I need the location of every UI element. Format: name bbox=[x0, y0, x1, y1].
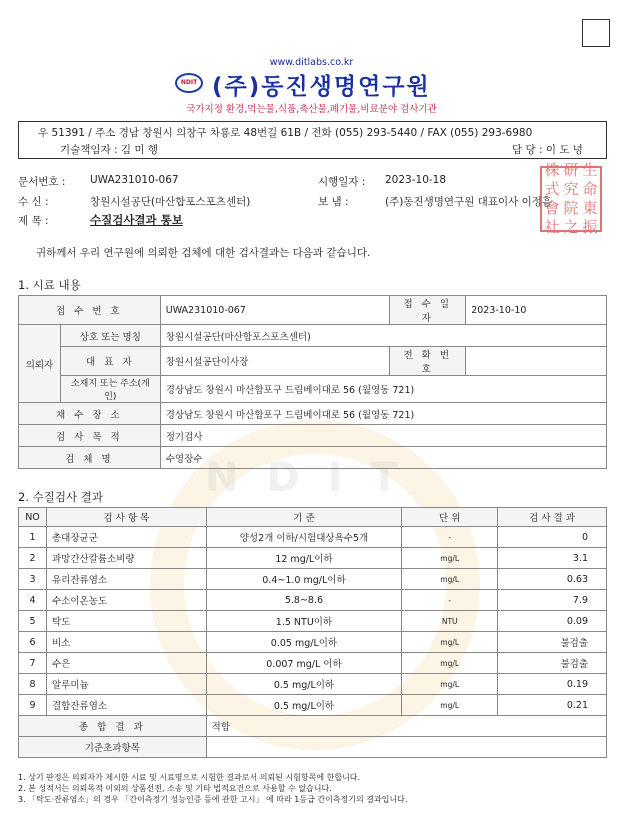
table-row bbox=[19, 716, 607, 737]
table-row bbox=[19, 447, 607, 469]
company-name: (주)동진생명연구원 bbox=[212, 74, 431, 100]
section2-title: 2. 수질검사 결과 bbox=[18, 490, 103, 504]
result: 3.1 bbox=[498, 548, 607, 569]
col-header: 기 준 bbox=[206, 508, 402, 527]
row-no: 4 bbox=[19, 590, 47, 611]
standard: 1.5 NTU이하 bbox=[206, 611, 402, 632]
result: 7.9 bbox=[498, 590, 607, 611]
tech-manager: 기술책임자 : 김 미 행 bbox=[60, 144, 159, 156]
sender: (주)동진생명연구원 대표이사 이정흠 bbox=[385, 196, 553, 208]
company-tagline: 국가지정 환경,먹는물,식품,축산물,폐기물,비료분야 검사기관 bbox=[186, 104, 437, 115]
test-item: 수소이온농도 bbox=[46, 590, 206, 611]
table-row bbox=[19, 403, 607, 425]
receipt-date: 2023-10-10 bbox=[466, 296, 607, 325]
watermark-text: NDIT bbox=[205, 455, 426, 501]
unit: mg/L bbox=[402, 695, 498, 716]
unit: NTU bbox=[402, 611, 498, 632]
result: 불검출 bbox=[498, 632, 607, 653]
doc-no-label: 문서번호 : bbox=[18, 176, 66, 188]
test-item: 과망간산칼륨소비량 bbox=[46, 548, 206, 569]
row-no: 1 bbox=[19, 527, 47, 548]
row-no: 6 bbox=[19, 632, 47, 653]
row-no: 8 bbox=[19, 674, 47, 695]
result-table bbox=[18, 507, 607, 758]
standard: 0.05 mg/L이하 bbox=[206, 632, 402, 653]
col-header: 검 사 항 목 bbox=[46, 508, 206, 527]
standard: 0.4~1.0 mg/L이하 bbox=[206, 569, 402, 590]
table-row bbox=[19, 695, 607, 716]
result: 0.19 bbox=[498, 674, 607, 695]
unit: mg/L bbox=[402, 653, 498, 674]
recipient: 창원시설공단(마산합포스포츠센터) bbox=[90, 196, 251, 208]
purpose-label: 검 사 목 적 bbox=[19, 425, 161, 447]
footnote: 2. 본 성적서는 의뢰목적 이외의 상품선전, 소송 및 기타 법적요건으로 사용할 수 없습니다. bbox=[18, 784, 332, 793]
result: 0.09 bbox=[498, 611, 607, 632]
representative: 창원시설공단이사장 bbox=[160, 347, 390, 376]
footnote: 1. 상기 판정은 의뢰자가 제시한 시료 및 시료명으로 시험한 결과로서 의뢰된 시험항목에 한합니다. bbox=[18, 773, 361, 782]
unit: mg/L bbox=[402, 548, 498, 569]
contact-person: 담 당 : 이 도 녕 bbox=[512, 144, 583, 156]
standard: 12 mg/L이하 bbox=[206, 548, 402, 569]
doc-no: UWA231010-067 bbox=[90, 174, 179, 186]
standard: 0.5 mg/L이하 bbox=[206, 674, 402, 695]
footnote: 3. 「탁도·잔류염소」의 경우 「간이측정기 성능인증 등에 관한 고시」 에 따라 1등급 간이측정기의 결과입니다. bbox=[18, 795, 408, 804]
intro-text: 귀하께서 우리 연구원에 의뢰한 검체에 대한 검사결과는 다음과 같습니다. bbox=[36, 247, 371, 259]
standard: 5.8~8.6 bbox=[206, 590, 402, 611]
standard: 양성2개 이하/시험대상욕수5개 bbox=[206, 527, 402, 548]
sender-label: 보 냄 : bbox=[318, 196, 349, 208]
unit: - bbox=[402, 590, 498, 611]
table-row bbox=[19, 674, 607, 695]
client-company: 창원시설공단(마산합포스포츠센터) bbox=[160, 325, 606, 347]
standard: 0.007 mg/L 이하 bbox=[206, 653, 402, 674]
sample-name: 수영장수 bbox=[160, 447, 606, 469]
exceed-items bbox=[206, 737, 606, 758]
table-row bbox=[19, 569, 607, 590]
section1-title: 1. 시료 내용 bbox=[18, 278, 81, 292]
subject: 수질검사결과 통보 bbox=[90, 213, 183, 227]
unit: mg/L bbox=[402, 632, 498, 653]
unit: mg/L bbox=[402, 674, 498, 695]
table-row bbox=[19, 527, 607, 548]
row-no: 2 bbox=[19, 548, 47, 569]
company-name-label: 상호 또는 명칭 bbox=[60, 325, 160, 347]
table-row bbox=[19, 611, 607, 632]
table-row bbox=[19, 590, 607, 611]
rep-label: 대 표 자 bbox=[60, 347, 160, 376]
issue-date-label: 시행일자 : bbox=[318, 176, 366, 188]
col-header: 단 위 bbox=[402, 508, 498, 527]
col-header: 검 사 결 과 bbox=[498, 508, 607, 527]
exceed-label: 기준초과항목 bbox=[19, 737, 207, 758]
test-item: 비소 bbox=[46, 632, 206, 653]
test-item: 총대장균군 bbox=[46, 527, 206, 548]
receipt-no-label: 접 수 번 호 bbox=[19, 296, 161, 325]
location: 경상남도 창원시 마산합포구 드림베이대로 56 (월영동 721) bbox=[160, 376, 606, 403]
table-row bbox=[19, 653, 607, 674]
table-row bbox=[19, 632, 607, 653]
receipt-date-label: 접 수 일 자 bbox=[390, 296, 466, 325]
row-no: 7 bbox=[19, 653, 47, 674]
recipient-label: 수 신 : bbox=[18, 196, 49, 208]
client-label: 의뢰자 bbox=[19, 325, 61, 403]
receipt-no: UWA231010-067 bbox=[160, 296, 390, 325]
phone bbox=[466, 347, 607, 376]
test-item: 유리잔류염소 bbox=[46, 569, 206, 590]
table-row bbox=[19, 376, 607, 403]
purpose: 정기검사 bbox=[160, 425, 606, 447]
address-line: 우 51391 / 주소 경남 창원시 의창구 차룡로 48번길 61B / 전화 (055) 293-5440 / FAX (055) 293-6980 bbox=[38, 127, 533, 139]
row-no: 9 bbox=[19, 695, 47, 716]
result: 0.21 bbox=[498, 695, 607, 716]
test-item: 수은 bbox=[46, 653, 206, 674]
sample-info-table bbox=[18, 295, 607, 469]
overall-label: 종 합 결 과 bbox=[19, 716, 207, 737]
test-item: 결합잔류염소 bbox=[46, 695, 206, 716]
location-label: 소재지 또는 주소(개인) bbox=[60, 376, 160, 403]
phone-label: 전 화 번 호 bbox=[390, 347, 466, 376]
table-row bbox=[19, 737, 607, 758]
row-no: 3 bbox=[19, 569, 47, 590]
overall-result: 적합 bbox=[206, 716, 606, 737]
website-url[interactable]: www.ditlabs.co.kr bbox=[269, 57, 354, 68]
sample-label: 검 체 명 bbox=[19, 447, 161, 469]
qr-code-icon bbox=[582, 19, 610, 47]
table-row bbox=[19, 296, 607, 325]
sampling-label: 채 수 장 소 bbox=[19, 403, 161, 425]
company-logo-icon: NDIT bbox=[175, 73, 203, 93]
result: 0.63 bbox=[498, 569, 607, 590]
table-row bbox=[19, 425, 607, 447]
test-item: 알루미늄 bbox=[46, 674, 206, 695]
table-header-row bbox=[19, 508, 607, 527]
standard: 0.5 mg/L이하 bbox=[206, 695, 402, 716]
table-row bbox=[19, 325, 607, 347]
row-no: 5 bbox=[19, 611, 47, 632]
unit: mg/L bbox=[402, 569, 498, 590]
result: 불검출 bbox=[498, 653, 607, 674]
col-header: NO bbox=[19, 508, 47, 527]
unit: - bbox=[402, 527, 498, 548]
table-row bbox=[19, 347, 607, 376]
issue-date: 2023-10-18 bbox=[385, 174, 447, 186]
test-item: 탁도 bbox=[46, 611, 206, 632]
seal-stamp: 株 研 生 式 究 命 會 院 東 社 之 振 bbox=[540, 166, 602, 232]
table-row bbox=[19, 548, 607, 569]
result: 0 bbox=[498, 527, 607, 548]
footnotes bbox=[18, 772, 407, 805]
subject-label: 제 목 : bbox=[18, 215, 49, 227]
sampling-place: 경상남도 창원시 마산합포구 드림베이대로 56 (월영동 721) bbox=[160, 403, 606, 425]
